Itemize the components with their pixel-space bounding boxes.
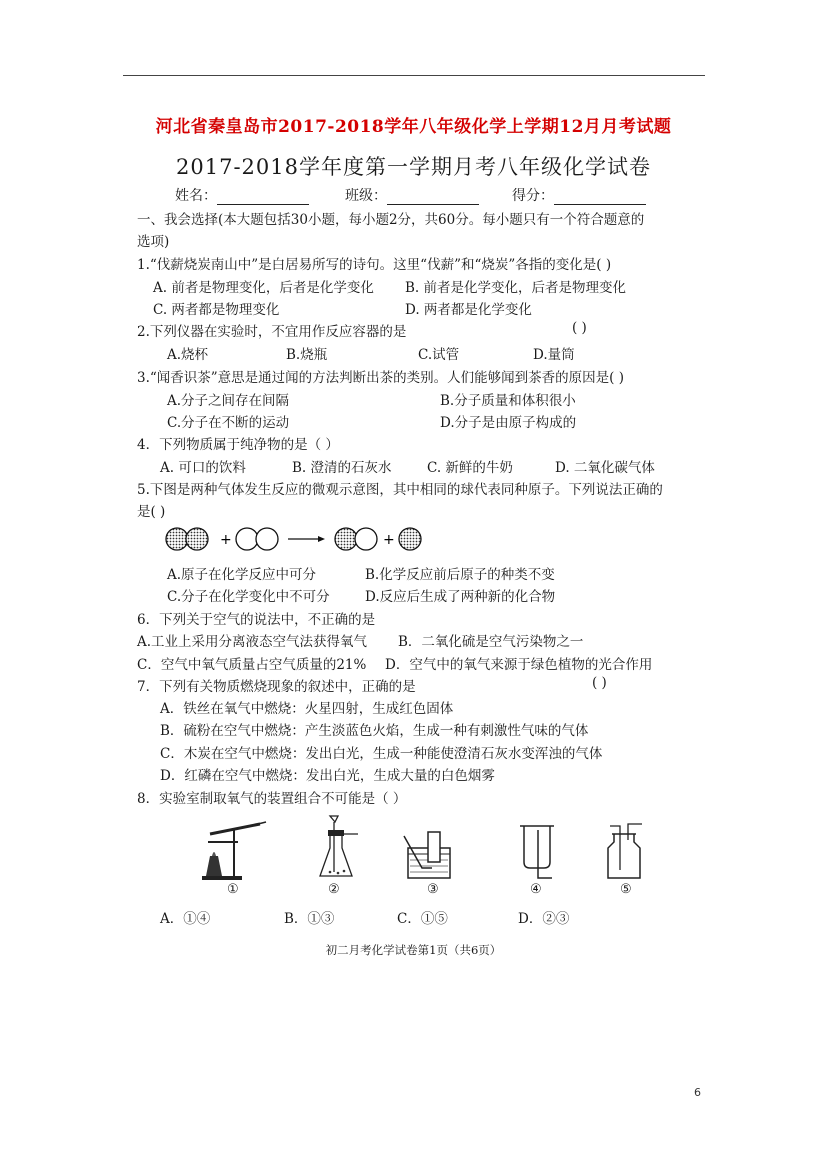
- q1-option-d: D. 两者都是化学变化: [405, 302, 532, 318]
- q4-option-d: D. 二氧化碳气体: [555, 460, 655, 476]
- q1-option-b: B. 前者是化学变化，后者是物理变化: [405, 280, 627, 296]
- apparatus-label-1: ①: [227, 882, 239, 897]
- q4-option-a: A. 可口的饮料: [160, 460, 246, 476]
- page-footer: 初二月考化学试卷第1页（共6页）: [325, 943, 502, 957]
- apparatus-label-5: ⑤: [620, 882, 632, 897]
- apparatus-3-water-collection-icon: [402, 828, 456, 882]
- reactant-molecule-white: [236, 528, 278, 550]
- product-molecule-mixed: [335, 528, 377, 550]
- q2-option-b: B.烧瓶: [286, 347, 328, 363]
- apparatus-label-3: ③: [427, 882, 439, 897]
- q7-stem: 7．下列有关物质燃烧现象的叙述中，正确的是: [137, 679, 416, 695]
- document-red-title: 河北省秦皇岛市2017-2018学年八年级化学上学期12月月考试题: [155, 117, 672, 137]
- q8-option-c: C．①⑤: [397, 911, 448, 927]
- q6-option-a: A.工业上采用分离液态空气法获得氧气: [137, 634, 368, 650]
- q7-option-b: B．硫粉在空气中燃烧：产生淡蓝色火焰，生成一种有刺激性气味的气体: [160, 723, 589, 739]
- q6-stem: 6．下列关于空气的说法中，不正确的是: [137, 612, 376, 628]
- q2-option-c: C.试管: [418, 347, 460, 363]
- section-heading-line1: 一、我会选择(本大题包括30小题，每小题2分，共60分。每小题只有一个符合题意的: [137, 212, 645, 228]
- q5-stem-line2: 是( ): [137, 504, 166, 520]
- q8-option-a: A．①④: [160, 911, 211, 927]
- q7-answer-paren: ( ): [592, 675, 607, 691]
- q1-option-c: C. 两者都是物理变化: [153, 302, 280, 318]
- q6-option-d: D．空气中的氧气来源于绿色植物的光合作用: [385, 657, 653, 673]
- product-atom-shaded: [399, 528, 421, 550]
- q4-stem: 4．下列物质属于纯净物的是（ ）: [137, 437, 339, 453]
- q6-option-b: B．二氧化硫是空气污染物之一: [398, 634, 584, 650]
- q7-option-d: D．红磷在空气中燃烧：发出白光，生成大量的白色烟雾: [160, 768, 495, 784]
- q5-option-a: A.原子在化学反应中可分: [167, 567, 317, 583]
- q7-option-a: A．铁丝在氧气中燃烧：火星四射，生成红色固体: [160, 701, 454, 717]
- section-heading-line2: 选项): [137, 234, 170, 250]
- plus-sign-2: +: [383, 532, 395, 548]
- apparatus-2-flask-funnel-icon: [318, 814, 362, 882]
- q7-option-c: C．木炭在空气中燃烧：发出白光，生成一种能使澄清石灰水变浑浊的气体: [160, 746, 603, 762]
- q4-option-c: C. 新鲜的牛奶: [427, 460, 513, 476]
- reaction-diagram: [160, 522, 440, 556]
- class-field: [345, 185, 479, 205]
- class-label: 班级：: [345, 188, 387, 204]
- q5-option-d: D.反应后生成了两种新的化合物: [365, 589, 556, 605]
- exam-title: 2017-2018学年度第一学期月考八年级化学试卷: [176, 155, 651, 179]
- plus-sign-1: +: [220, 532, 232, 548]
- q5-option-b: B.化学反应前后原子的种类不变: [365, 567, 555, 583]
- reactant-molecule-shaded: [166, 528, 208, 550]
- q2-option-a: A.烧杯: [167, 347, 209, 363]
- reaction-arrow-icon: [288, 536, 325, 542]
- apparatus-5-gas-bottle-icon: [604, 822, 646, 882]
- class-blank: [387, 190, 479, 205]
- q5-stem-line1: 5.下图是两种气体发生反应的微观示意图，其中相同的球代表同种原子。下列说法正确的: [137, 482, 663, 498]
- q3-option-c: C.分子在不断的运动: [167, 415, 290, 431]
- apparatus-1-heating-tube-icon: [198, 820, 268, 882]
- apparatus-4-downward-collection-icon: [516, 822, 556, 882]
- q8-option-b: B．①③: [284, 911, 335, 927]
- q4-option-b: B. 澄清的石灰水: [292, 460, 392, 476]
- name-blank: [217, 190, 309, 205]
- q1-stem: 1.“伐薪烧炭南山中”是白居易所写的诗句。这里“伐薪”和“烧炭”各指的变化是( ): [137, 257, 612, 273]
- top-rule: [123, 75, 705, 76]
- q3-option-d: D.分子是由原子构成的: [440, 415, 577, 431]
- q2-answer-paren: ( ): [572, 320, 587, 336]
- page-number: 6: [694, 1086, 701, 1099]
- apparatus-label-2: ②: [328, 882, 340, 897]
- q8-stem: 8．实验室制取氧气的装置组合不可能是（ ）: [137, 791, 407, 807]
- q3-option-a: A.分子之间存在间隔: [167, 393, 290, 409]
- score-blank: [554, 190, 646, 205]
- q3-option-b: B.分子质量和体积很小: [440, 393, 576, 409]
- q8-option-d: D．②③: [518, 911, 570, 927]
- q1-option-a: A. 前者是物理变化，后者是化学变化: [153, 280, 374, 296]
- q3-stem: 3.“闻香识茶”意思是通过闻的方法判断出茶的类别。人们能够闻到茶香的原因是( ): [137, 370, 625, 386]
- name-label: 姓名：: [175, 188, 217, 204]
- q5-option-c: C.分子在化学变化中不可分: [167, 589, 330, 605]
- q2-option-d: D.量筒: [533, 347, 575, 363]
- q2-stem: 2.下列仪器在实验时，不宜用作反应容器的是: [137, 324, 407, 340]
- score-label: 得分：: [512, 188, 554, 204]
- name-field: [175, 185, 309, 205]
- q6-option-c: C．空气中氧气质量占空气质量的21%: [137, 657, 367, 673]
- apparatus-label-4: ④: [530, 882, 542, 897]
- score-field: [512, 185, 646, 205]
